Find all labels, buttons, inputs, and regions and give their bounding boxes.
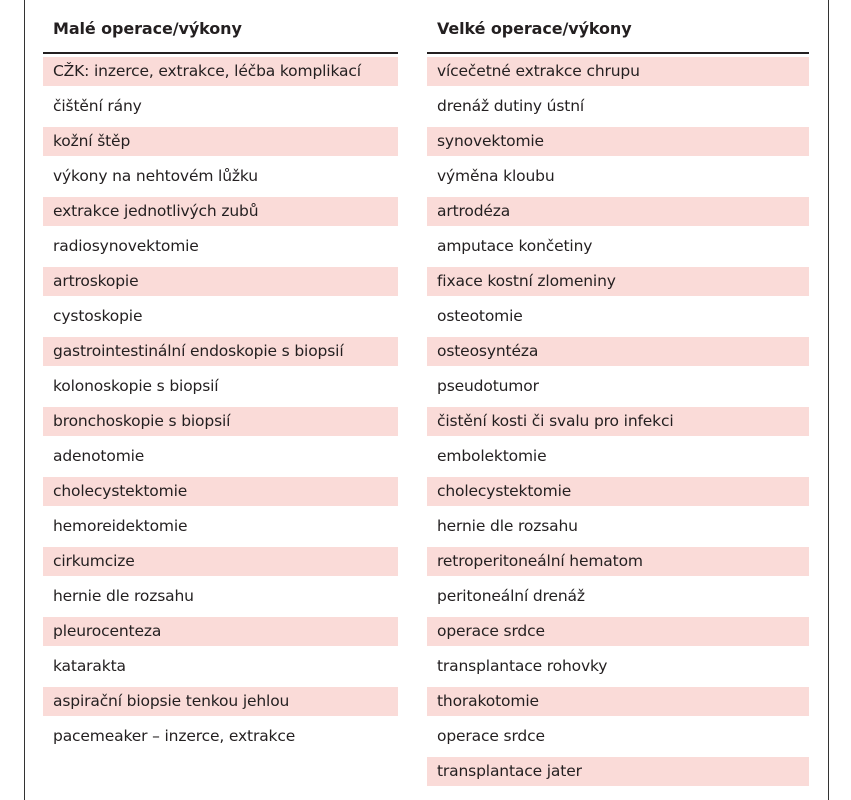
table-row: artroskopie [43, 267, 398, 296]
table-row: cirkumcize [43, 547, 398, 576]
table-row: vícečetné extrakce chrupu [427, 57, 809, 86]
table-row: osteotomie [437, 307, 523, 325]
table-row: gastrointestinální endoskopie s biopsií [43, 337, 398, 366]
table-row: thorakotomie [427, 687, 809, 716]
table-row: čištění rány [53, 97, 142, 115]
table-row: adenotomie [53, 447, 145, 465]
table-row: cholecystektomie [427, 477, 809, 506]
table-row: amputace končetiny [437, 237, 593, 255]
table-row: katarakta [53, 657, 126, 675]
table-row: operace srdce [437, 727, 545, 745]
table-row: hernie dle rozsahu [53, 587, 194, 605]
table-row: artrodéza [427, 197, 809, 226]
column-header-minor: Malé operace/výkony [53, 19, 242, 38]
column-header-major: Velké operace/výkony [437, 19, 632, 38]
table-row: pacemeaker – inzerce, extrakce [53, 727, 296, 745]
table-row: embolektomie [437, 447, 547, 465]
table-row: výkony na nehtovém lůžku [53, 167, 258, 185]
header-divider-right [427, 52, 809, 54]
table-row: transplantace jater [427, 757, 809, 786]
table-row: pseudotumor [437, 377, 539, 395]
table-row: výměna kloubu [437, 167, 555, 185]
table-row: fixace kostní zlomeniny [427, 267, 809, 296]
table-row: cholecystektomie [43, 477, 398, 506]
table-row: čistění kosti či svalu pro infekci [427, 407, 809, 436]
table-row: peritoneální drenáž [437, 587, 585, 605]
table-row: synovektomie [427, 127, 809, 156]
table-row: bronchoskopie s biopsií [43, 407, 398, 436]
table-row: osteosyntéza [427, 337, 809, 366]
table-row: aspirační biopsie tenkou jehlou [43, 687, 398, 716]
table-row: CŽK: inzerce, extrakce, léčba komplikací [43, 57, 398, 86]
table-row: drenáž dutiny ústní [437, 97, 585, 115]
table-row: kolonoskopie s biopsií [53, 377, 219, 395]
table-row: cystoskopie [53, 307, 143, 325]
table-row: radiosynovektomie [53, 237, 199, 255]
table-row: hernie dle rozsahu [437, 517, 578, 535]
table-row: kožní štěp [43, 127, 398, 156]
table-row: hemoreidektomie [53, 517, 188, 535]
table-row: pleurocenteza [43, 617, 398, 646]
table-row: transplantace rohovky [437, 657, 608, 675]
table-row: retroperitoneální hematom [427, 547, 809, 576]
table-row: operace srdce [427, 617, 809, 646]
table-row: extrakce jednotlivých zubů [43, 197, 398, 226]
header-divider-left [43, 52, 398, 54]
